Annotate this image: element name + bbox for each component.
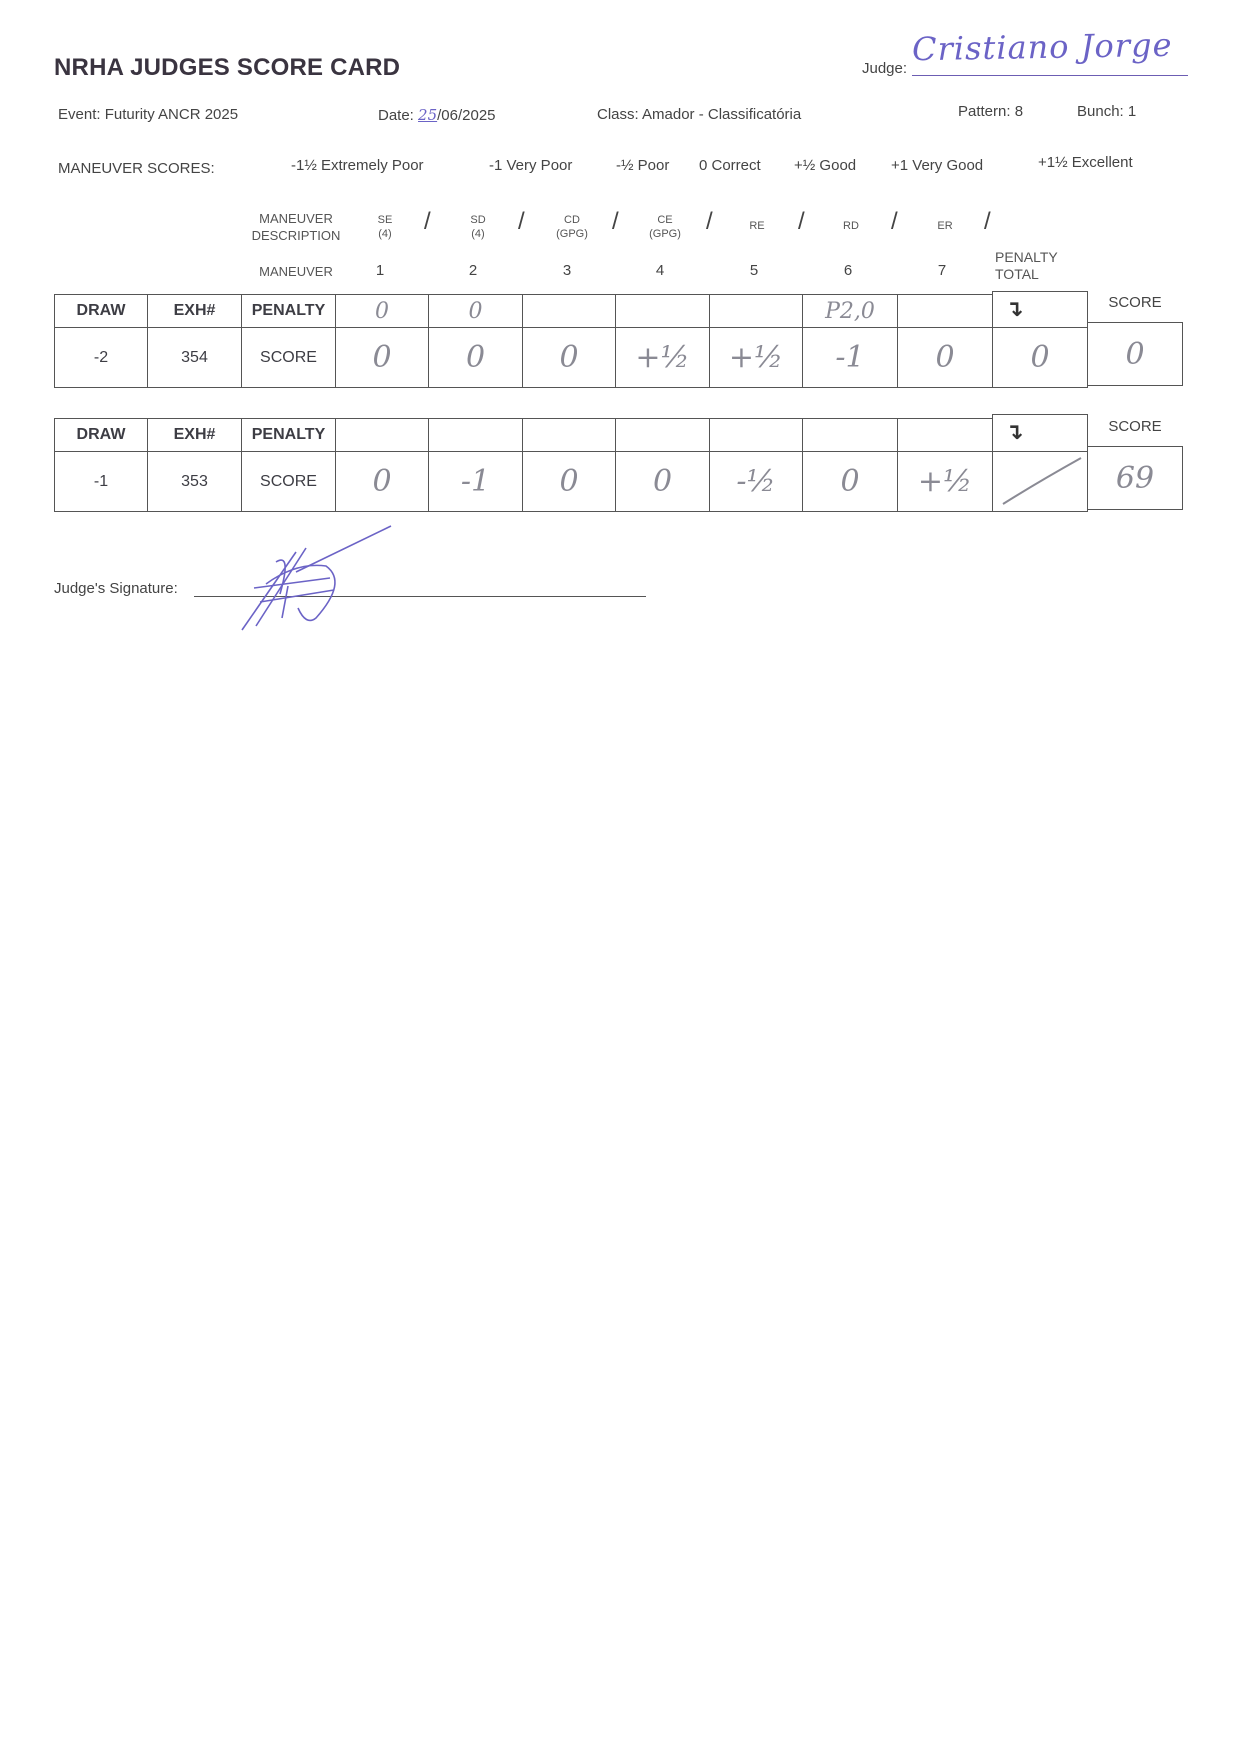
- final-score-value[interactable]: 0: [1087, 322, 1183, 386]
- draw-value: -2: [54, 327, 148, 388]
- judge-signature-drawing: [236, 522, 396, 634]
- score-legend-item: +½ Good: [794, 157, 857, 174]
- penalty-cell-7[interactable]: [897, 294, 993, 328]
- maneuver-code: CD: [564, 214, 580, 226]
- date-label: Date:: [378, 107, 414, 124]
- score-cell-2[interactable]: 0: [428, 327, 523, 388]
- score-cell-2[interactable]: -1: [428, 451, 523, 512]
- penalty-total-label: PENALTY TOTAL: [995, 249, 1058, 282]
- score-cell-7[interactable]: +½: [897, 451, 993, 512]
- maneuver-code: SE: [377, 214, 393, 226]
- draw-header: DRAW: [54, 294, 148, 328]
- maneuver-description-2: [463, 213, 493, 241]
- exh-header: EXH#: [147, 294, 242, 328]
- score-cell-5[interactable]: -½: [709, 451, 803, 512]
- judge-label: Judge:: [862, 60, 908, 77]
- maneuver-description-1: [370, 213, 400, 241]
- arrow-down-icon: ↴: [1005, 296, 1024, 321]
- score-legend-item: -1 Very Poor: [489, 157, 573, 174]
- maneuver-number: 5: [749, 262, 759, 279]
- date-rest: /06/2025: [437, 107, 496, 124]
- divider-slash: /: [706, 208, 713, 235]
- maneuver-number: 4: [655, 262, 665, 279]
- strike-mark-icon: [993, 452, 1087, 511]
- penalty-cell-2[interactable]: [428, 418, 523, 452]
- arrow-down-icon: ↴: [1005, 419, 1024, 444]
- class-text: Class: Amador - Classificatória: [597, 106, 802, 123]
- penalty-cell-2[interactable]: 0: [428, 294, 523, 328]
- penalty-total-arrow-cell: [992, 291, 1088, 328]
- maneuver-number: 6: [843, 262, 853, 279]
- penalty-total-value[interactable]: [992, 451, 1088, 512]
- score-cell-3[interactable]: 0: [522, 451, 616, 512]
- final-score-value[interactable]: 69: [1087, 446, 1183, 510]
- maneuver-sub: (4): [378, 228, 392, 240]
- maneuver-description-4: [643, 213, 687, 241]
- score-legend-item: +1 Very Good: [891, 157, 984, 174]
- penalty-cell-5[interactable]: [709, 294, 803, 328]
- maneuver-label: MANEUVER: [259, 264, 333, 279]
- event-text: Event: Futurity ANCR 2025: [58, 106, 239, 123]
- penalty-header: PENALTY: [241, 294, 336, 328]
- exh-value: 353: [147, 451, 242, 512]
- score-legend-item: -½ Poor: [616, 157, 670, 174]
- penalty-cell-1[interactable]: [335, 418, 429, 452]
- maneuver-sub: (GPG): [556, 228, 588, 240]
- penalty-cell-4[interactable]: [615, 294, 710, 328]
- maneuver-description-6: [836, 219, 866, 233]
- penalty-total-value[interactable]: 0: [992, 327, 1088, 388]
- score-cell-3[interactable]: 0: [522, 327, 616, 388]
- pattern-text: Pattern: 8: [958, 103, 1024, 120]
- divider-slash: /: [518, 208, 525, 235]
- score-cell-4[interactable]: +½: [615, 327, 710, 388]
- divider-slash: /: [891, 208, 898, 235]
- divider-slash: /: [612, 208, 619, 235]
- score-cell-5[interactable]: +½: [709, 327, 803, 388]
- score-cell-6[interactable]: 0: [802, 451, 898, 512]
- draw-value: -1: [54, 451, 148, 512]
- date-field: [378, 106, 496, 124]
- score-header: SCORE: [1108, 418, 1162, 435]
- maneuver-description-7: [930, 219, 960, 233]
- score-cell-4[interactable]: 0: [615, 451, 710, 512]
- judge-underline: [912, 75, 1188, 76]
- score-row-label: SCORE: [241, 451, 336, 512]
- maneuver-code: CE: [657, 214, 673, 226]
- penalty-cell-6[interactable]: [802, 418, 898, 452]
- maneuver-number: 2: [468, 262, 478, 279]
- maneuver-scores-label: MANEUVER SCORES:: [58, 160, 215, 177]
- penalty-cell-3[interactable]: [522, 418, 616, 452]
- penalty-cell-6[interactable]: P2,0: [802, 294, 898, 328]
- maneuver-description-label: MANEUVER DESCRIPTION: [251, 211, 341, 243]
- penalty-cell-7[interactable]: [897, 418, 993, 452]
- maneuver-description-3: [550, 213, 594, 241]
- bunch-text: Bunch: 1: [1077, 103, 1137, 120]
- score-header: SCORE: [1108, 294, 1162, 311]
- exh-value: 354: [147, 327, 242, 388]
- penalty-cell-5[interactable]: [709, 418, 803, 452]
- score-cell-6[interactable]: -1: [802, 327, 898, 388]
- maneuver-description-5: [742, 219, 772, 233]
- penalty-header: PENALTY: [241, 418, 336, 452]
- score-legend-item: -1½ Extremely Poor: [291, 157, 424, 174]
- signature-label: Judge's Signature:: [54, 580, 178, 597]
- card-title: NRHA JUDGES SCORE CARD: [54, 54, 401, 81]
- divider-slash: /: [984, 208, 991, 235]
- penalty-cell-4[interactable]: [615, 418, 710, 452]
- score-legend-item: 0 Correct: [699, 157, 761, 174]
- maneuver-number: 1: [375, 262, 385, 279]
- date-day-handwritten: 25: [418, 106, 438, 124]
- divider-slash: /: [424, 208, 431, 235]
- maneuver-number: 7: [937, 262, 947, 279]
- score-cell-1[interactable]: 0: [335, 451, 429, 512]
- exh-header: EXH#: [147, 418, 242, 452]
- maneuver-code: RD: [843, 220, 859, 232]
- maneuver-sub: (4): [471, 228, 485, 240]
- score-row-label: SCORE: [241, 327, 336, 388]
- score-cell-1[interactable]: 0: [335, 327, 429, 388]
- maneuver-number: 3: [562, 262, 572, 279]
- penalty-cell-1[interactable]: 0: [335, 294, 429, 328]
- judge-name-handwritten: Cristiano Jorge: [911, 25, 1173, 69]
- maneuver-code: RE: [749, 220, 765, 232]
- maneuver-code: ER: [937, 220, 953, 232]
- penalty-cell-3[interactable]: [522, 294, 616, 328]
- penalty-total-arrow-cell: [992, 414, 1088, 452]
- score-legend-item: +1½ Excellent: [1038, 154, 1133, 171]
- divider-slash: /: [798, 208, 805, 235]
- maneuver-sub: (GPG): [649, 228, 681, 240]
- maneuver-code: SD: [470, 214, 486, 226]
- draw-header: DRAW: [54, 418, 148, 452]
- score-cell-7[interactable]: 0: [897, 327, 993, 388]
